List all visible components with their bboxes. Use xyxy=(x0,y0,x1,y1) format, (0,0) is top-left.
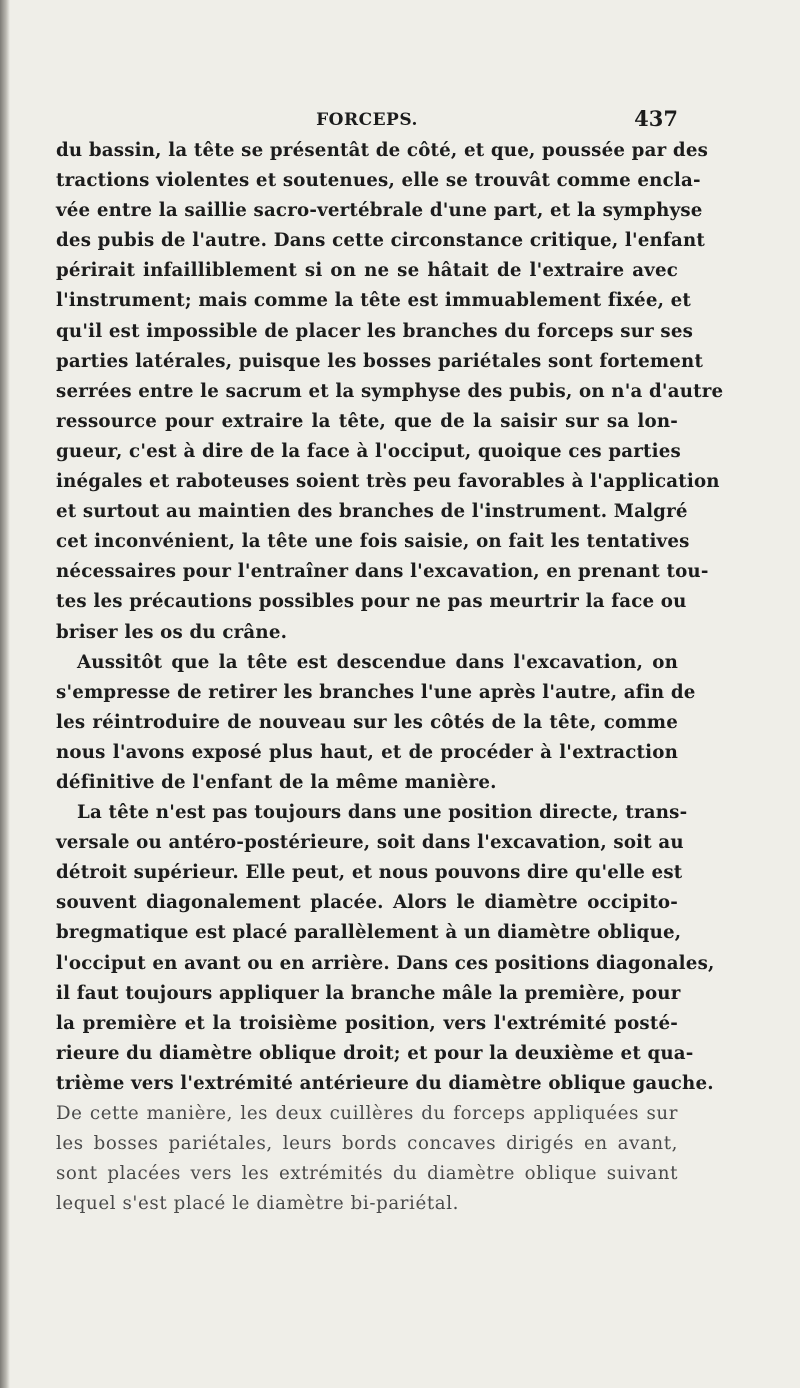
text-line: nous l'avons exposé plus haut, et de procéder à l'extraction xyxy=(56,741,678,763)
text-line: inégales et raboteuses soient très peu favorables à l'application xyxy=(56,471,720,493)
text-line: serrées entre le sacrum et la symphyse des pubis, on n'a d'autre xyxy=(56,380,724,402)
text-line: sont placées vers les extrémités du diamètre oblique suivant xyxy=(56,1163,678,1185)
text-line: vée entre la saillie sacro-vertébrale d'une part, et la symphyse xyxy=(56,200,703,222)
paragraph-1 xyxy=(56,136,724,648)
paragraph-2 xyxy=(56,648,696,798)
text-line: ressource pour extraire la tête, que de la saisir sur sa lon- xyxy=(56,410,678,432)
text-line: tes les précautions possibles pour ne pas meurtrir la face ou xyxy=(56,591,687,613)
text-line: rieure du diamètre oblique droit; et pour la deuxième et qua- xyxy=(56,1042,694,1064)
text-line: versale ou antéro-postérieure, soit dans l'excavation, soit au xyxy=(56,832,684,854)
text-line: tractions violentes et soutenues, elle se trouvât comme encla- xyxy=(56,170,701,192)
text-line: gueur, c'est à dire de la face à l'occiput, quoique ces parties xyxy=(56,440,681,462)
text-line: briser les os du crâne. xyxy=(56,621,288,643)
page-header xyxy=(56,104,678,136)
text-line: s'empresse de retirer les branches l'une après l'autre, afin de xyxy=(56,681,696,703)
text-line: lequel s'est placé le diamètre bi-pariétal. xyxy=(56,1193,459,1215)
text-line: parties latérales, puisque les bosses pariétales sont fortement xyxy=(56,350,704,372)
text-line: les bosses pariétales, leurs bords concaves dirigés en avant, xyxy=(56,1133,678,1155)
text-line: cet inconvénient, la tête une fois saisie, on fait les tentatives xyxy=(56,531,690,553)
text-line: des pubis de l'autre. Dans cette circonstance critique, l'enfant xyxy=(56,230,705,252)
text-line: il faut toujours appliquer la branche mâle la première, pour xyxy=(56,982,681,1004)
faded-text-block xyxy=(56,1099,678,1219)
text-line: trième vers l'extrémité antérieure du diamètre oblique gauche. xyxy=(56,1072,714,1094)
text-line: l'instrument; mais comme la tête est immuablement fixée, et xyxy=(56,290,692,312)
page-number: 437 xyxy=(634,106,678,131)
text-line: l'occiput en avant ou en arrière. Dans ces positions diagonales, xyxy=(56,952,715,974)
body-text xyxy=(56,136,724,1219)
text-line: nécessaires pour l'entraîner dans l'excavation, en prenant tou- xyxy=(56,561,709,583)
text-line: De cette manière, les deux cuillères du forceps appliquées sur xyxy=(56,1103,678,1124)
text-line: qu'il est impossible de placer les branches du forceps sur ses xyxy=(56,320,694,342)
text-line: périrait infailliblement si on ne se hâtait de l'extraire avec xyxy=(56,260,678,282)
book-page xyxy=(56,104,724,1219)
text-line: les réintroduire de nouveau sur les côtés de la tête, comme xyxy=(56,711,678,733)
running-title: FORCEPS. xyxy=(316,110,418,130)
text-line: définitive de l'enfant de la même manière. xyxy=(56,771,497,793)
text-line: Aussitôt que la tête est descendue dans l'excavation, on xyxy=(77,651,678,673)
text-line: du bassin, la tête se présentât de côté, et que, poussée par des xyxy=(56,140,709,161)
text-line: et surtout au maintien des branches de l'instrument. Malgré xyxy=(56,501,688,523)
text-line: souvent diagonalement placée. Alors le diamètre occipito- xyxy=(56,892,678,914)
text-line: bregmatique est placé parallèlement à un diamètre oblique, xyxy=(56,922,682,944)
text-line: la première et la troisième position, vers l'extrémité posté- xyxy=(56,1012,678,1034)
paragraph-3 xyxy=(56,798,715,1219)
text-line: La tête n'est pas toujours dans une position directe, trans- xyxy=(77,802,688,824)
book-binding-edge xyxy=(0,0,10,1388)
text-line: détroit supérieur. Elle peut, et nous pouvons dire qu'elle est xyxy=(56,862,683,884)
